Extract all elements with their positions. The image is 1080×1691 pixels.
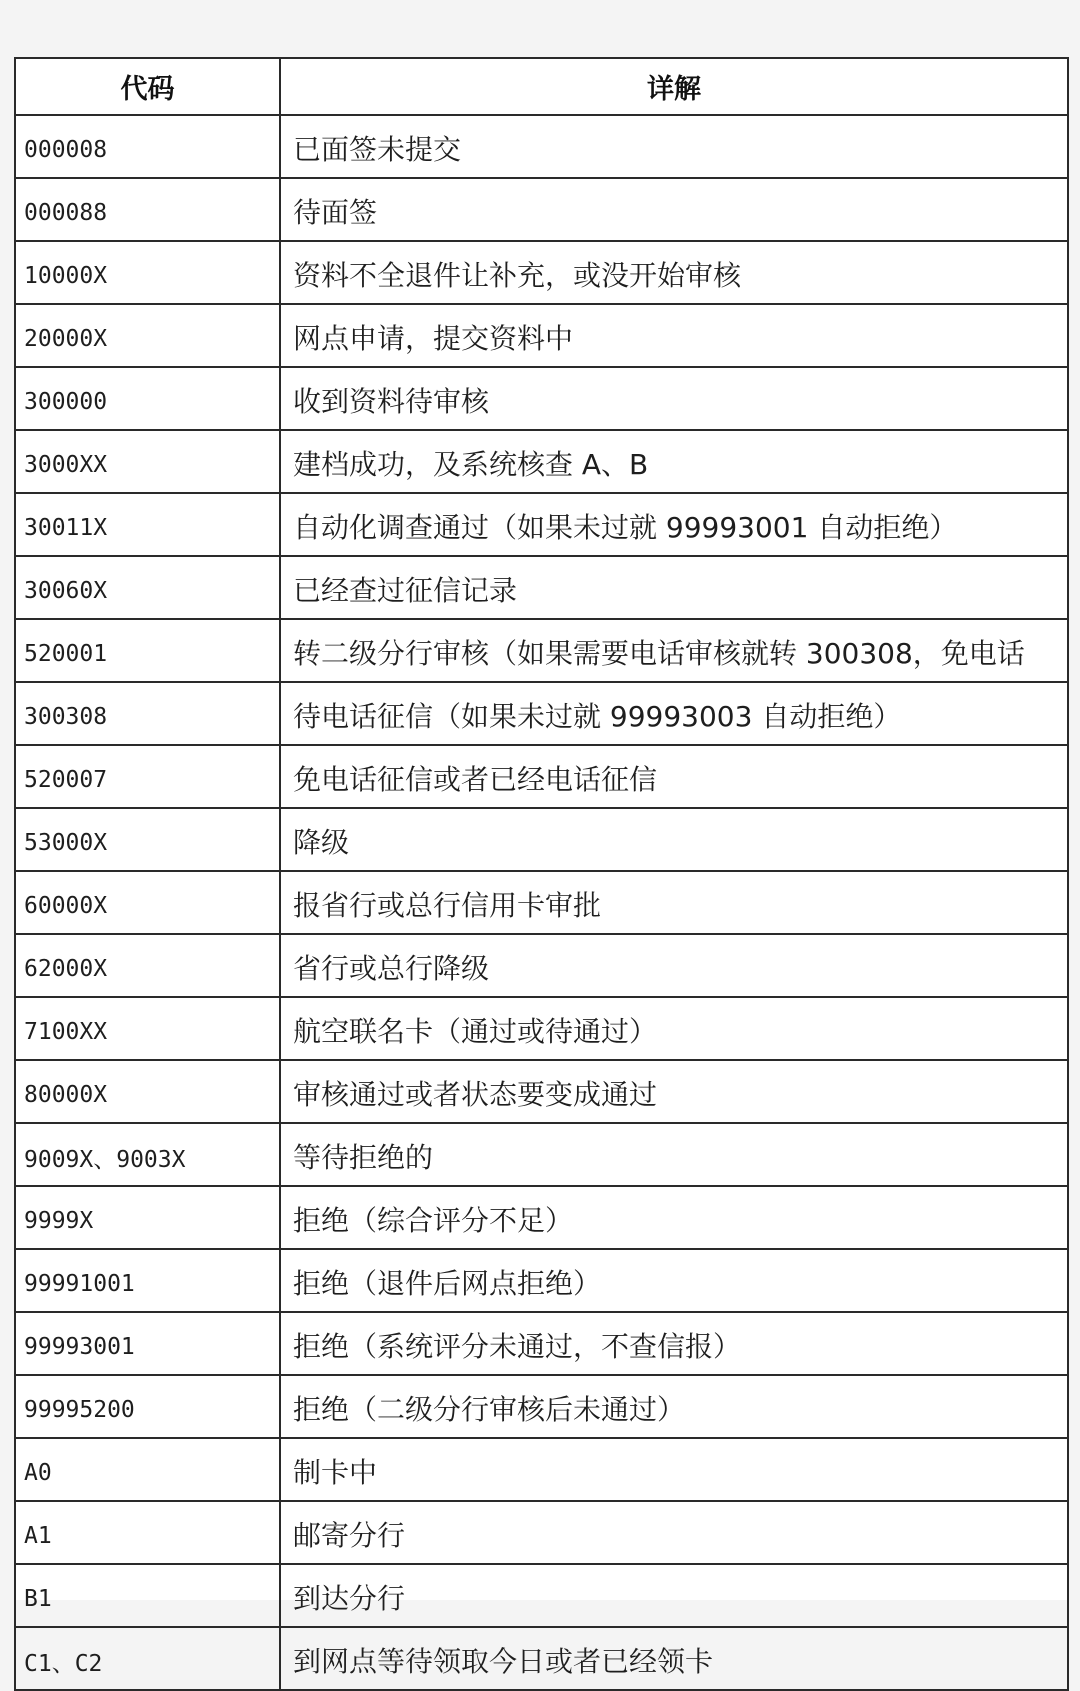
row-code-cell: 300000: [15, 367, 280, 430]
row-detail-cell: 已面签未提交: [280, 115, 1068, 178]
row-detail-cell: 已经查过征信记录: [280, 556, 1068, 619]
row-detail-cell: 免电话征信或者已经电话征信: [280, 745, 1068, 808]
table-row: [15, 1186, 1068, 1249]
row-code-cell: 3000XX: [15, 430, 280, 493]
row-code-cell: 000088: [15, 178, 280, 241]
table-row: [15, 808, 1068, 871]
table-row: [15, 934, 1068, 997]
row-code-cell: 99993001: [15, 1312, 280, 1375]
table-row: [15, 1375, 1068, 1438]
row-detail-cell: 航空联名卡（通过或待通过）: [280, 997, 1068, 1060]
row-code-cell: 62000X: [15, 934, 280, 997]
table-row: [15, 304, 1068, 367]
row-detail-cell: 降级: [280, 808, 1068, 871]
table-row: [15, 1123, 1068, 1186]
table-header-row: [15, 58, 1068, 115]
row-detail-cell: 拒绝（综合评分不足）: [280, 1186, 1068, 1249]
row-code-cell: 10000X: [15, 241, 280, 304]
table-row: [15, 556, 1068, 619]
row-code-cell: 20000X: [15, 304, 280, 367]
row-code-cell: 9009X、9003X: [15, 1123, 280, 1186]
row-code-cell: 99995200: [15, 1375, 280, 1438]
row-detail-cell: 报省行或总行信用卡审批: [280, 871, 1068, 934]
table-row: [15, 115, 1068, 178]
row-detail-cell: 拒绝（退件后网点拒绝）: [280, 1249, 1068, 1312]
table-row: [15, 871, 1068, 934]
row-code-cell: A0: [15, 1438, 280, 1501]
row-detail-cell: 到网点等待领取今日或者已经领卡: [280, 1627, 1068, 1690]
row-detail-cell: 邮寄分行: [280, 1501, 1068, 1564]
status-code-table-container: [14, 57, 1067, 1678]
row-detail-cell: 制卡中: [280, 1438, 1068, 1501]
row-detail-cell: 自动化调查通过（如果未过就 99993001 自动拒绝）: [280, 493, 1068, 556]
row-code-cell: 30060X: [15, 556, 280, 619]
table-row: [15, 367, 1068, 430]
row-code-cell: 99991001: [15, 1249, 280, 1312]
row-code-cell: 30011X: [15, 493, 280, 556]
table-row: [15, 241, 1068, 304]
row-code-cell: 520001: [15, 619, 280, 682]
table-row: [15, 1312, 1068, 1375]
table-row: [15, 493, 1068, 556]
row-code-cell: 000008: [15, 115, 280, 178]
row-detail-cell: 资料不全退件让补充，或没开始审核: [280, 241, 1068, 304]
table-row: [15, 1249, 1068, 1312]
row-detail-cell: 拒绝（二级分行审核后未通过）: [280, 1375, 1068, 1438]
row-detail-cell: 待面签: [280, 178, 1068, 241]
row-detail-cell: 审核通过或者状态要变成通过: [280, 1060, 1068, 1123]
table-row: [15, 430, 1068, 493]
row-detail-cell: 网点申请，提交资料中: [280, 304, 1068, 367]
row-code-cell: 60000X: [15, 871, 280, 934]
table-row: [15, 178, 1068, 241]
row-detail-cell: 省行或总行降级: [280, 934, 1068, 997]
table-row: [15, 1564, 1068, 1627]
row-detail-cell: 转二级分行审核（如果需要电话审核就转 300308，免电话: [280, 619, 1068, 682]
row-detail-cell: 拒绝（系统评分未通过，不查信报）: [280, 1312, 1068, 1375]
row-code-cell: 53000X: [15, 808, 280, 871]
row-code-cell: 520007: [15, 745, 280, 808]
table-row: [15, 1438, 1068, 1501]
row-code-cell: 300308: [15, 682, 280, 745]
table-row: [15, 1501, 1068, 1564]
table-row: [15, 619, 1068, 682]
status-code-table: [14, 57, 1069, 1691]
table-body: [15, 115, 1068, 1690]
header-code: 代码: [15, 58, 280, 115]
table-row: [15, 1627, 1068, 1690]
table-row: [15, 997, 1068, 1060]
row-code-cell: 7100XX: [15, 997, 280, 1060]
row-detail-cell: 到达分行: [280, 1564, 1068, 1627]
row-code-cell: 9999X: [15, 1186, 280, 1249]
table-row: [15, 1060, 1068, 1123]
row-code-cell: C1、C2: [15, 1627, 280, 1690]
table-row: [15, 745, 1068, 808]
row-code-cell: B1: [15, 1564, 280, 1627]
row-detail-cell: 建档成功，及系统核查 A、B: [280, 430, 1068, 493]
header-detail: 详解: [280, 58, 1068, 115]
row-code-cell: A1: [15, 1501, 280, 1564]
row-detail-cell: 等待拒绝的: [280, 1123, 1068, 1186]
row-detail-cell: 待电话征信（如果未过就 99993003 自动拒绝）: [280, 682, 1068, 745]
table-row: [15, 682, 1068, 745]
row-code-cell: 80000X: [15, 1060, 280, 1123]
row-detail-cell: 收到资料待审核: [280, 367, 1068, 430]
